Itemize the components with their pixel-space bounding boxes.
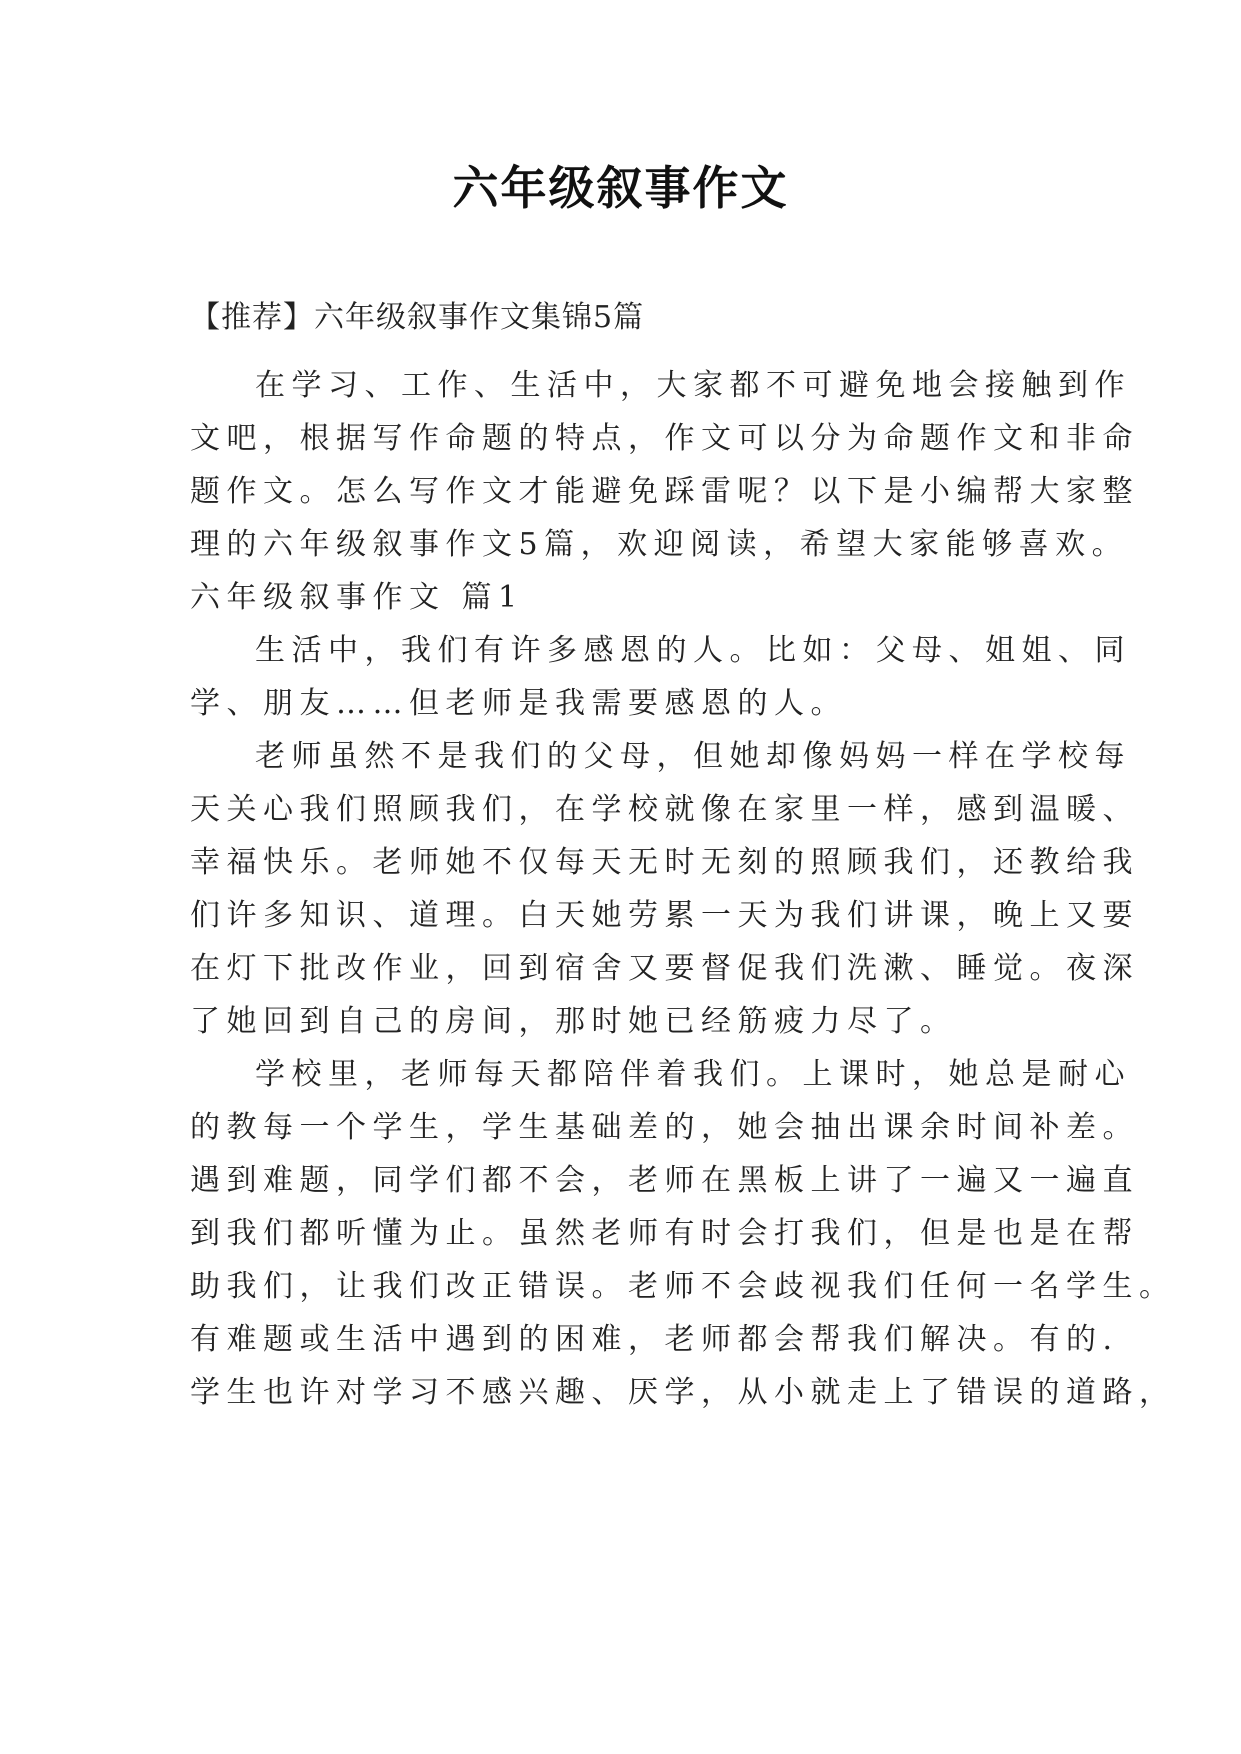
body-line: 幸福快乐。老师她不仅每天无时无刻的照顾我们，还教给我 [190, 845, 1139, 880]
document-title: 六年级叙事作文 [452, 161, 789, 215]
body-line: 有难题或生活中遇到的困难，老师都会帮我们解决。有的. [190, 1322, 1119, 1357]
body-line: 老师虽然不是我们的父母，但她却像妈妈一样在学校每 [255, 739, 1131, 774]
body-line: 理的六年级叙事作文5篇，欢迎阅读，希望大家能够喜欢。 [190, 527, 1129, 562]
body-line: 在学习、工作、生活中，大家都不可避免地会接触到作 [255, 368, 1131, 403]
body-line: 天关心我们照顾我们，在学校就像在家里一样，感到温暖、 [190, 792, 1139, 827]
body-line: 了她回到自己的房间，那时她已经筋疲力尽了。 [190, 1004, 957, 1039]
body-line: 们许多知识、道理。白天她劳累一天为我们讲课，晚上又要 [190, 898, 1139, 933]
document-subtitle: 【推荐】六年级叙事作文集锦5篇 [190, 300, 645, 335]
body-line: 的教每一个学生，学生基础差的，她会抽出课余时间补差。 [190, 1110, 1139, 1145]
body-line: 遇到难题，同学们都不会，老师在黑板上讲了一遍又一遍直 [190, 1163, 1139, 1198]
body-line: 助我们，让我们改正错误。老师不会歧视我们任何一名学生。 [190, 1269, 1176, 1304]
section-heading: 六年级叙事作文 篇1 [190, 580, 524, 615]
body-line: 题作文。怎么写作文才能避免踩雷呢？以下是小编帮大家整 [190, 474, 1139, 509]
body-line: 学、朋友……但老师是我需要感恩的人。 [190, 686, 847, 721]
body-line: 生活中，我们有许多感恩的人。比如：父母、姐姐、同 [255, 633, 1131, 668]
body-line: 到我们都听懂为止。虽然老师有时会打我们，但是也是在帮 [190, 1216, 1139, 1251]
body-line: 在灯下批改作业，回到宿舍又要督促我们洗漱、睡觉。夜深 [190, 951, 1139, 986]
body-line: 文吧，根据写作命题的特点，作文可以分为命题作文和非命 [190, 421, 1139, 456]
body-line: 学校里，老师每天都陪伴着我们。上课时，她总是耐心 [255, 1057, 1131, 1092]
body-line: 学生也许对学习不感兴趣、厌学，从小就走上了错误的道路， [190, 1375, 1176, 1410]
